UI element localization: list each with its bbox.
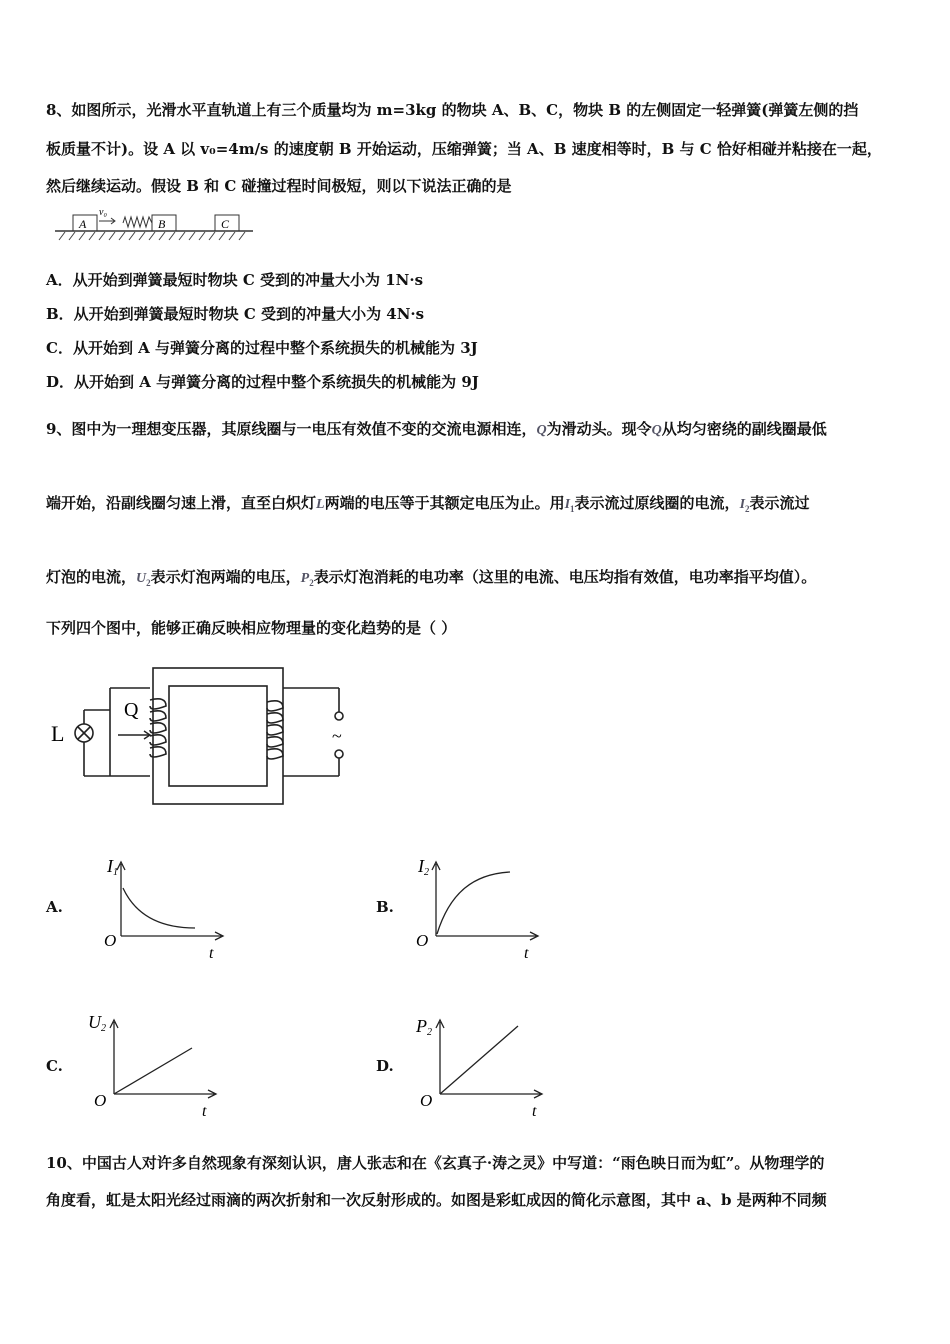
graph-a-xlabel: t bbox=[209, 945, 214, 962]
block-b-label: B bbox=[158, 217, 166, 231]
q8-option-c: C．从开始到 A 与弹簧分离的过程中整个系统损失的机械能为 3J bbox=[46, 339, 478, 357]
q9-text: 表示灯泡两端的电压， bbox=[150, 568, 301, 586]
p2-symbol bbox=[301, 571, 314, 586]
q9-line-1 bbox=[46, 419, 827, 441]
graph-d-line bbox=[440, 1026, 518, 1094]
graph-a-curve bbox=[123, 888, 195, 928]
slider-label: Q bbox=[124, 699, 139, 721]
graph-c-ylabel: U2 bbox=[88, 1012, 106, 1034]
i2-letter: I bbox=[739, 497, 746, 512]
q10-line-2: 角度看，虹是太阳光经过雨滴的两次折射和一次反射形成的。如图是彩虹成因的简化示意图，其中 a、b 是两种不同频 bbox=[46, 1191, 827, 1209]
p2-sub: 2 bbox=[309, 577, 314, 588]
q8-line-3: 然后继续运动。假设 B 和 C 碰撞过程时间极短，则以下说法正确的是 bbox=[46, 177, 512, 195]
block-c-label: C bbox=[221, 217, 230, 231]
q9-line-4: 下列四个图中，能够正确反映相应物理量的变化趋势的是（ ） bbox=[46, 619, 457, 637]
transformer-core-outer bbox=[153, 668, 283, 804]
transformer-circuit bbox=[46, 660, 366, 810]
u2-symbol bbox=[136, 571, 151, 586]
graph-c bbox=[88, 1008, 223, 1120]
q9-text: 为滑动头。现令 bbox=[546, 420, 652, 438]
q9-line-3 bbox=[46, 567, 816, 593]
u2-letter: U bbox=[136, 571, 147, 586]
primary-coil bbox=[267, 701, 283, 759]
transformer-core-inner bbox=[169, 686, 267, 786]
i1-symbol bbox=[565, 497, 575, 512]
graph-b-xlabel: t bbox=[524, 945, 529, 962]
q9-text: 表示灯泡消耗的电功率（这里的电流、电压均指有效值，电功率指平均值）。 bbox=[313, 568, 817, 586]
source-terminal-top bbox=[335, 712, 343, 720]
graph-c-xlabel: t bbox=[202, 1103, 207, 1120]
q-symbol: Q bbox=[651, 423, 662, 438]
q-symbol: Q bbox=[536, 423, 547, 438]
graph-a-letter: A. bbox=[46, 898, 63, 916]
i1-sub: 1 bbox=[570, 503, 575, 514]
graph-d-letter: D. bbox=[376, 1057, 394, 1075]
source-terminal-bottom bbox=[335, 750, 343, 758]
q8-blocks-figure bbox=[55, 206, 255, 242]
graph-a-ylabel: I1 bbox=[107, 856, 118, 878]
q8-line-1: 8、如图所示，光滑水平直轨道上有三个质量均为 m=3kg 的物块 A、B、C，物块 B 的左侧固定一轻弹簧(弹簧左侧的挡 bbox=[46, 101, 859, 119]
graph-a-origin: O bbox=[104, 931, 117, 950]
graph-b-ylabel: I2 bbox=[418, 856, 429, 878]
graph-c-line bbox=[114, 1048, 192, 1094]
q9-line-2 bbox=[46, 493, 810, 519]
graph-b-curve bbox=[437, 872, 510, 934]
graph-d-origin: O bbox=[420, 1091, 433, 1110]
graph-a bbox=[95, 852, 230, 964]
q9-text: 9、图中为一理想变压器，其原线圈与一电压有效值不变的交流电源相连， bbox=[46, 420, 537, 438]
q8-option-a: A．从开始到弹簧最短时物块 C 受到的冲量大小为 1N·s bbox=[46, 271, 424, 289]
graph-c-letter: C. bbox=[46, 1057, 63, 1075]
q8-option-d: D．从开始到 A 与弹簧分离的过程中整个系统损失的机械能为 9J bbox=[46, 373, 479, 391]
p2-letter: P bbox=[300, 571, 310, 586]
velocity-label: v₀ bbox=[99, 207, 107, 218]
i2-sub: 2 bbox=[745, 503, 750, 514]
l-symbol: L bbox=[316, 497, 325, 512]
source-symbol: ~ bbox=[332, 726, 342, 746]
q9-text: 表示流过 bbox=[749, 494, 810, 512]
q8-line-2: 板质量不计)。设 A 以 v₀=4m/s 的速度朝 B 开始运动，压缩弹簧；当 A、B 速度相等时，B 与 C 恰好相碰并粘接在一起， bbox=[46, 140, 882, 158]
q9-text: 两端的电压等于其额定电压为止。用 bbox=[324, 494, 565, 512]
q8-option-b: B．从开始到弹簧最短时物块 C 受到的冲量大小为 4N·s bbox=[46, 305, 425, 323]
u2-sub: 2 bbox=[146, 577, 151, 588]
q9-text: 表示流过原线圈的电流， bbox=[574, 494, 740, 512]
i2-symbol bbox=[740, 497, 750, 512]
graph-c-origin: O bbox=[94, 1091, 107, 1110]
block-a-label: A bbox=[79, 217, 87, 231]
q9-text: 端开始，沿副线圈匀速上滑，直至白炽灯 bbox=[46, 494, 317, 512]
i1-letter: I bbox=[564, 497, 571, 512]
graph-b-origin: O bbox=[416, 931, 429, 950]
q10-line-1: 10、中国古人对许多自然现象有深刻认识，唐人张志和在《玄真子·涛之灵》中写道：“雨色映日而为虹”。从物理学的 bbox=[46, 1154, 825, 1172]
graph-d-ylabel: P2 bbox=[416, 1016, 432, 1038]
q9-text: 灯泡的电流， bbox=[46, 568, 137, 586]
spring bbox=[123, 217, 152, 227]
lamp-label: L bbox=[51, 721, 65, 746]
graph-d bbox=[414, 1008, 549, 1120]
graph-d-xlabel: t bbox=[532, 1103, 537, 1120]
graph-b-letter: B. bbox=[376, 898, 394, 916]
q9-text: 从均匀密绕的副线圈最低 bbox=[661, 420, 827, 438]
graph-b bbox=[410, 852, 545, 964]
